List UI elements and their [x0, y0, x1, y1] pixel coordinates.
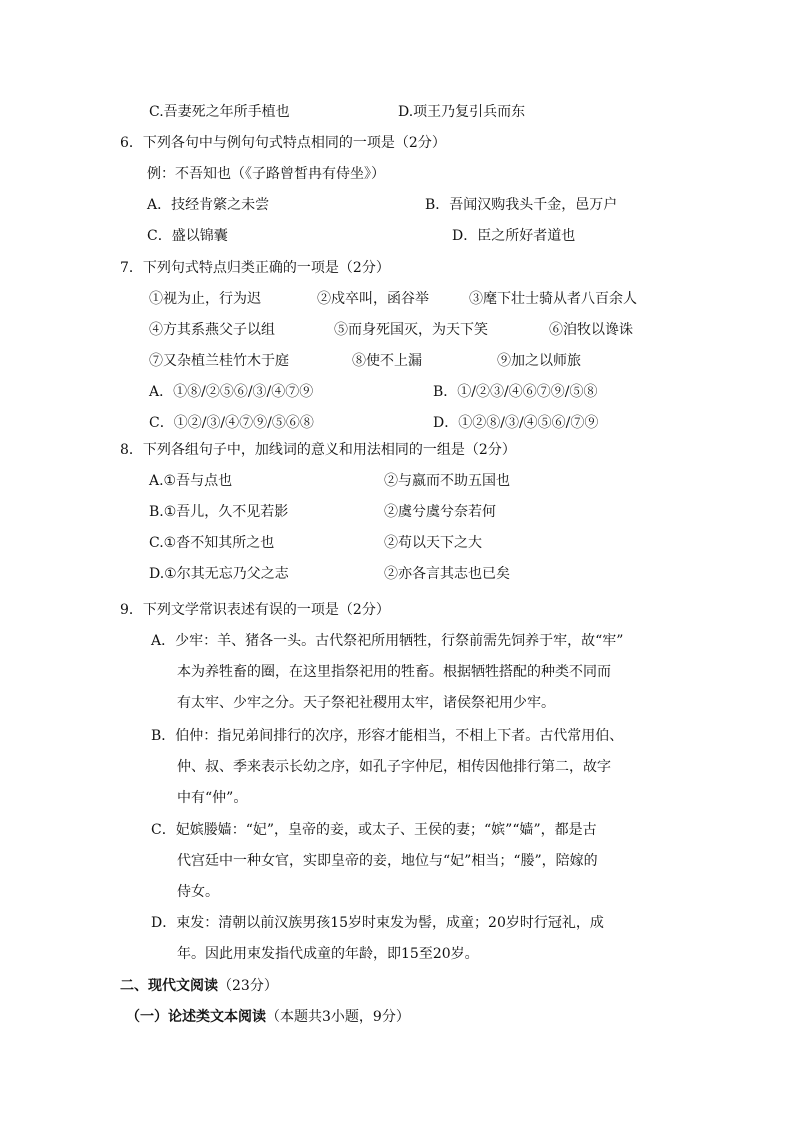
q8-option-c1: C.①沓不知其所之也: [149, 535, 275, 551]
subsection-title: （一）论述类文本阅读: [126, 1009, 266, 1025]
q7-item-7: ⑦又杂植兰桂竹木于庭: [149, 353, 289, 369]
q9-option-a-line1: A．少牢：羊、猪各一头。古代祭祀所用牺牲，行祭前需先饲养于牢，故“牢”: [151, 633, 624, 649]
section-heading: [120, 976, 278, 996]
q7-option-c: C．①②/③/④⑦⑨/⑤⑥⑧: [149, 415, 314, 431]
q9-option-b-line2: 仲、叔、季来表示长幼之序，如孔子字仲尼，相传因他排行第二，故字: [177, 759, 611, 775]
q8-option-a1: A.①吾与点也: [149, 473, 233, 489]
q7-item-8: ⑧使不上漏: [352, 353, 422, 369]
q6-stem: 6．下列各句中与例句句式特点相同的一项是（2分）: [120, 135, 446, 151]
q9-stem: 9．下列文学常识表述有误的一项是（2分）: [120, 602, 390, 618]
q7-item-2: ②戍卒叫，函谷举: [317, 291, 429, 307]
q9-option-d-line1: D．束发：清朝以前汉族男孩15岁时束发为髻，成童；20岁时行冠礼，成: [151, 915, 604, 931]
q8-option-b2: ②虞兮虞兮奈若何: [384, 504, 496, 520]
q9-option-d-line2: 年。因此用束发指代成童的年龄，即15至20岁。: [177, 946, 479, 962]
q7-stem: 7．下列句式特点归类正确的一项是（2分）: [120, 260, 390, 276]
q7-item-4: ④方其系燕父子以组: [149, 322, 275, 338]
q7-item-1: ①视为止，行为迟: [149, 291, 261, 307]
q9-option-c-line2: 代宫廷中一种女官，实即皇帝的妾，地位与“妃”相当；“媵”，陪嫁的: [177, 853, 598, 869]
q8-option-c2: ②苟以天下之大: [384, 535, 482, 551]
q9-option-c-line1: C．妃嫔媵嫱：“妃”，皇帝的妾，或太子、王侯的妻；“嫔”“嫱”，都是古: [151, 822, 597, 838]
subsection-note: （本题共3小题，9分）: [266, 1009, 410, 1025]
q8-option-b1: B.①吾儿，久不见若影: [149, 504, 289, 520]
q8-option-a2: ②与嬴而不助五国也: [384, 473, 510, 489]
q7-item-6: ⑥洎牧以谗诛: [549, 322, 633, 338]
q9-option-a-line2: 本为养牲畜的圈，在这里指祭祀用的牲畜。根据牺牲搭配的种类不同而: [177, 664, 611, 680]
q8-option-d2: ②亦各言其志也已矣: [384, 566, 510, 582]
q6-option-a: A．技经肯綮之未尝: [147, 197, 270, 213]
q9-option-a-line3: 有太牢、少牢之分。天子祭祀社稷用太牢，诸侯祭祀用少牢。: [177, 695, 555, 711]
q7-option-a: A．①⑧/②⑤⑥/③/④⑦⑨: [149, 384, 314, 400]
subsection-heading: [126, 1007, 410, 1027]
section-title: 二、现代文阅读: [120, 978, 218, 994]
q8-stem: 8．下列各组句子中，加线词的意义和用法相同的一组是（2分）: [120, 442, 516, 458]
q9-option-c-line3: 侍女。: [177, 884, 219, 900]
q6-option-b: B．吾闻汉购我头千金，邑万户: [425, 197, 618, 213]
q5-option-d: D.项王乃复引兵而东: [398, 104, 526, 120]
q9-option-b-line3: 中有“仲”。: [177, 790, 248, 806]
q6-option-d: D．臣之所好者道也: [452, 228, 576, 244]
q7-item-9: ⑨加之以师旅: [497, 353, 581, 369]
section-score: （23分）: [218, 978, 278, 994]
q7-item-5: ⑤而身死国灭，为天下笑: [334, 322, 488, 338]
q7-option-b: B．①/②③/④⑥⑦⑨/⑤⑧: [433, 384, 598, 400]
q7-option-d: D．①②⑧/③/④⑤⑥/⑦⑨: [433, 415, 599, 431]
q7-item-3: ③麾下壮士骑从者八百余人: [469, 291, 637, 307]
q8-option-d1: D.①尔其无忘乃父之志: [149, 566, 289, 582]
q9-option-b-line1: B．伯仲：指兄弟间排行的次序，形容才能相当，不相上下者。古代常用伯、: [151, 728, 624, 744]
q5-option-c: C.吾妻死之年所手植也: [149, 104, 290, 120]
q6-example: 例：不吾知也（《子路曾皙冉有侍坐》）: [147, 166, 385, 182]
q6-option-c: C．盛以锦囊: [147, 228, 228, 244]
